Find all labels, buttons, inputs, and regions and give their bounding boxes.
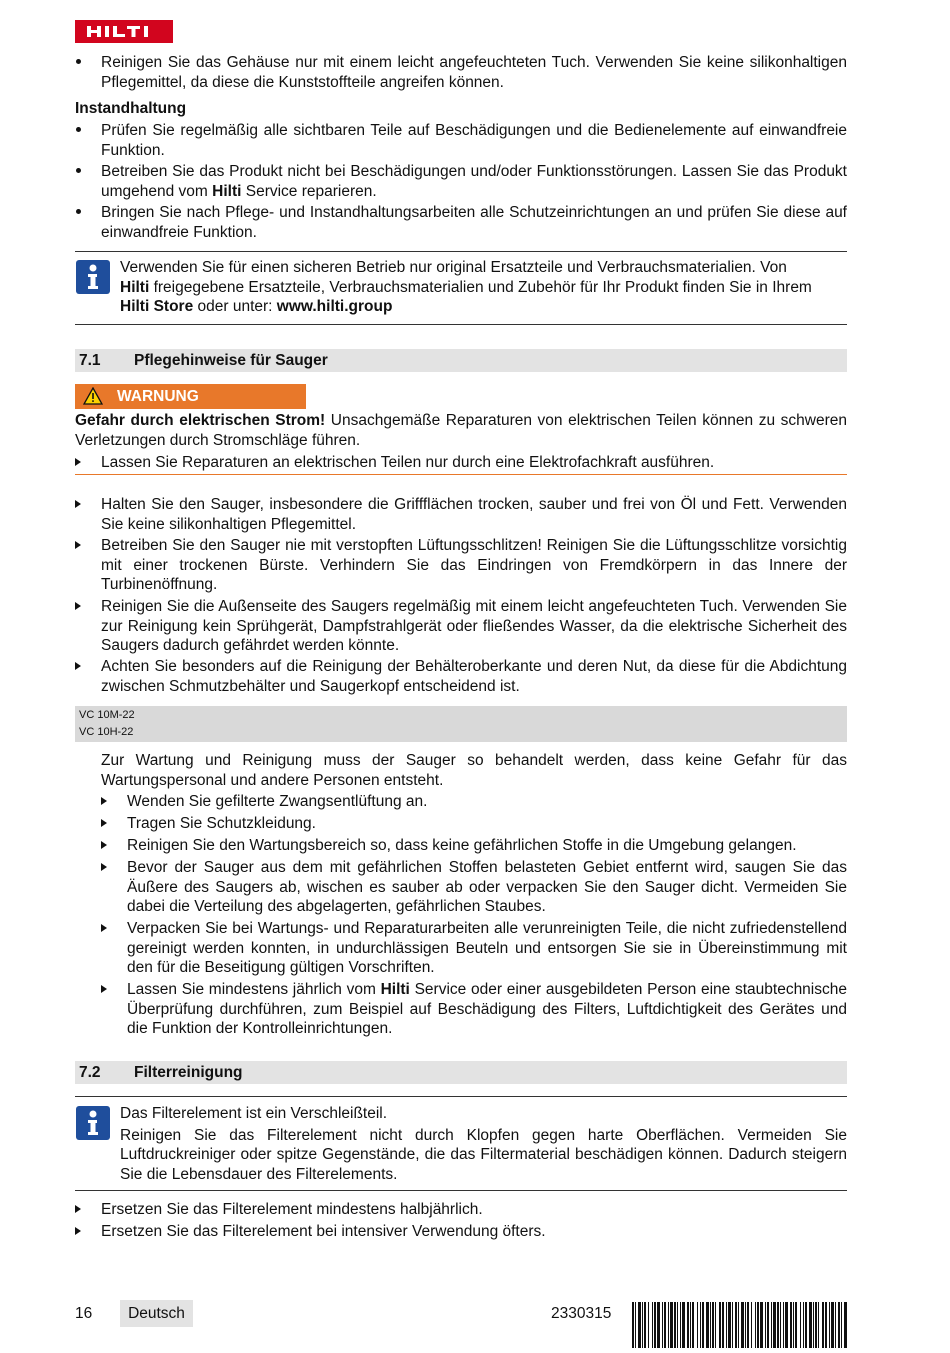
arrow-bullet-icon bbox=[101, 836, 121, 856]
list-item: Bringen Sie nach Pflege- und Instandhaltungsarbeiten alle Schutzeinrichtungen an und prüfen Sie diese auf einwandfreie Funktion. bbox=[75, 203, 847, 243]
list-item: Lassen Sie mindestens jährlich vom Hilti Service oder einer ausgebildeten Person eine staubtechnische Überprüfung durchführen, zum Beispiel auf Beschädigung des Filters, Luftdichtigkeit des Gerätes und die Funktion der Kontrolleinrichtungen. bbox=[101, 980, 847, 1040]
warning-label: WARNUNG bbox=[75, 384, 306, 409]
arrow-bullet-icon bbox=[75, 657, 95, 677]
list-item: Ersetzen Sie das Filterelement bei intensiver Verwendung öfters. bbox=[75, 1222, 847, 1242]
list-item: Tragen Sie Schutzkleidung. bbox=[101, 814, 847, 834]
arrow-bullet-icon bbox=[101, 814, 121, 834]
list-item: Verpacken Sie bei Wartungs- und Reparaturarbeiten alle verunreinigten Teile, die nicht zufriedenstellend gereinigt werden konnten, in undurchlässigen Beuteln und entsorgen Sie sie in Übereinstimmung mit den für die Beseitigung gültigen Vorschriften. bbox=[101, 919, 847, 979]
page-number: 16 bbox=[75, 1305, 93, 1322]
list-item: Prüfen Sie regelmäßig alle sichtbaren Teile auf Beschädigungen und die Bedienelemente auf einwandfreie Funktion. bbox=[75, 121, 847, 161]
language-label: Deutsch bbox=[120, 1300, 193, 1327]
warning-divider bbox=[75, 474, 847, 475]
list-item: Reinigen Sie die Außenseite des Saugers regelmäßig mit einem leicht angefeuchteten Tuch. Verwenden Sie zur Reinigung kein Sprühgerät, Dampfstrahlgerät oder fließendes Wasser, da die elektrische Sicherheit des Saugers dadurch gefährdet werden könnte. bbox=[75, 597, 847, 657]
arrow-bullet-icon bbox=[101, 919, 121, 939]
divider bbox=[75, 1096, 847, 1097]
arrow-bullet-icon bbox=[75, 597, 95, 617]
info-note: Das Filterelement ist ein Verschleißteil. Reinigen Sie das Filterelement nicht durch Klopfen gegen harte Oberflächen. Vermeiden Sie Luftdruckreiniger oder spitze Gegenstände, die das Filtermaterial beschädigen können. Dadurch steigern Sie die Lebensdauer des Filterelements. bbox=[120, 1105, 847, 1183]
list-item: Betreiben Sie das Produkt nicht bei Beschädigungen und/oder Funktionsstörungen. Lassen Sie das Produkt umgehend vom Hilti Service reparieren. bbox=[75, 162, 847, 202]
arrow-bullet-icon bbox=[75, 1200, 95, 1220]
bullet-dot-icon bbox=[75, 203, 95, 223]
arrow-bullet-icon bbox=[101, 858, 121, 878]
hilti-logo-mark bbox=[75, 20, 173, 43]
arrow-bullet-icon bbox=[75, 453, 95, 473]
arrow-bullet-icon bbox=[101, 792, 121, 812]
barcode-icon bbox=[632, 1302, 847, 1348]
arrow-bullet-icon bbox=[75, 1222, 95, 1242]
bullet-dot-icon bbox=[75, 162, 95, 182]
arrow-bullet-icon bbox=[75, 536, 95, 556]
bullet-dot-icon bbox=[75, 53, 95, 73]
model-intro: Zur Wartung und Reinigung muss der Sauger so behandelt werden, dass keine Gefahr für das Wartungspersonal und andere Personen entsteht. bbox=[101, 752, 847, 789]
divider bbox=[75, 324, 847, 325]
subheading-instandhaltung: Instandhaltung bbox=[75, 100, 187, 117]
list-item: Betreiben Sie den Sauger nie mit verstopften Lüftungsschlitzen! Reinigen Sie die Lüftungsschlitze vorsichtig mit einer trockenen Bürste. Verhindern Sie das Eindringen von Fremdkörpern in das Innere der Turbinenöffnung. bbox=[75, 536, 847, 596]
bullet-dot-icon bbox=[75, 121, 95, 141]
divider bbox=[75, 1190, 847, 1191]
info-note: Verwenden Sie für einen sicheren Betrieb nur original Ersatzteile und Verbrauchsmaterialien. Von Hilti freigegebene Ersatzteile, Verbrauchsmaterialien und Zubehör für Ihr Produkt finden Sie in Ihrem Hilti Store oder unter: www.hilti.group bbox=[120, 259, 812, 315]
arrow-bullet-icon bbox=[101, 980, 121, 1000]
list-item: Reinigen Sie den Wartungsbereich so, dass keine gefährlichen Stoffe in die Umgebung gelangen. bbox=[101, 836, 847, 856]
list-item: Bevor der Sauger aus dem mit gefährlichen Stoffen belasteten Gebiet entfernt wird, saugen Sie das Äußere des Saugers ab, wischen es sauber ab oder verpacken Sie den Sauger dicht. Vermeiden Sie dabei die Verteilung des abgelagerten, gefährlichen Staubes. bbox=[101, 858, 847, 918]
section-heading-7-1: 7.1 Pflegehinweise für Sauger bbox=[75, 349, 847, 372]
list-item: Reinigen Sie das Gehäuse nur mit einem leicht angefeuchteten Tuch. Verwenden Sie keine silikonhaltigen Pflegemittel, da diese die Kunststoffteile angreifen können. bbox=[75, 53, 847, 93]
list-item: Halten Sie den Sauger, insbesondere die Griffflächen trocken, sauber und frei von Öl und Fett. Verwenden Sie keine silikonhaltigen Pflegemittel. bbox=[75, 495, 847, 535]
hilti-logo bbox=[75, 20, 173, 43]
list-item: Achten Sie besonders auf die Reinigung der Behälteroberkante und deren Nut, da diese für die Abdichtung zwischen Schmutzbehälter und Saugerkopf entscheidend ist. bbox=[75, 657, 847, 697]
warning-text: Gefahr durch elektrischen Strom! Unsachgemäße Reparaturen von elektrischen Teilen können zu schweren Verletzungen durch Stromschläge führen. bbox=[75, 412, 847, 449]
document-number: 2330315 bbox=[551, 1305, 612, 1322]
warning-triangle-icon bbox=[83, 387, 103, 413]
arrow-bullet-icon bbox=[75, 495, 95, 515]
model-label: VC 10M-22 bbox=[79, 709, 135, 721]
divider bbox=[75, 251, 847, 252]
list-item: Wenden Sie gefilterte Zwangsentlüftung an. bbox=[101, 792, 847, 812]
info-icon bbox=[76, 260, 110, 294]
section-heading-7-2: 7.2 Filterreinigung bbox=[75, 1061, 847, 1084]
info-icon bbox=[76, 1106, 110, 1140]
warning-action: Lassen Sie Reparaturen an elektrischen Teilen nur durch eine Elektrofachkraft ausführen. bbox=[75, 453, 847, 473]
list-item: Ersetzen Sie das Filterelement mindestens halbjährlich. bbox=[75, 1200, 847, 1220]
model-label: VC 10H-22 bbox=[79, 726, 134, 738]
model-applicability-bar bbox=[75, 706, 847, 742]
